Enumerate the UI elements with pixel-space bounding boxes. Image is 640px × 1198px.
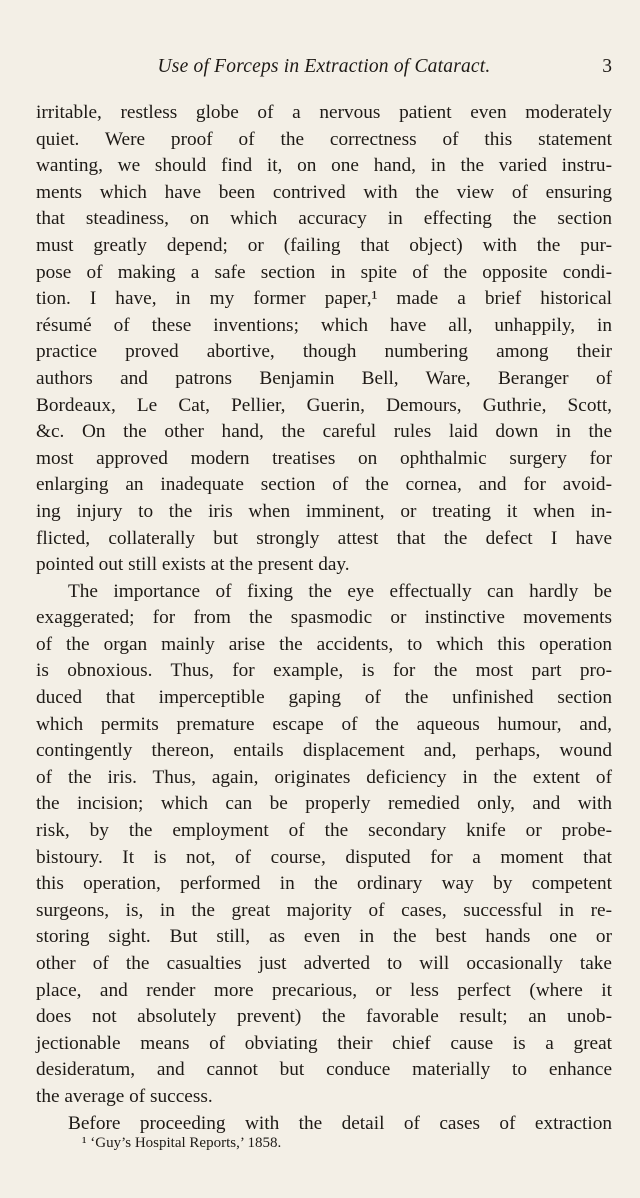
paragraph-end-line: the average of success. [36,1085,213,1107]
text-line: this operation, performed in the ordinary way by competent [36,873,612,895]
text-line: exaggerated; for from the spasmodic or instinctive movements [36,607,612,629]
text-line: surgeons, is, in the great majority of cases, successful in re- [36,899,612,921]
text-line: contingently thereon, entails displacement and, perhaps, wound [36,740,612,762]
text-line: of the iris. Thus, again, originates deficiency in the extent of [36,766,612,788]
text-line: bistoury. It is not, of course, disputed for a moment that [36,846,612,868]
running-title: Use of Forceps in Extraction of Cataract. [157,56,491,77]
text-line: the incision; which can be properly remedied only, and with [36,793,612,815]
text-line: of the organ mainly arise the accidents, to which this operation [36,633,612,655]
text-line: which permits premature escape of the aqueous humour, and, [36,713,612,735]
text-line: résumé of these inventions; which have all, unhappily, in [36,314,612,336]
text-line: pose of making a safe section in spite of the opposite condi- [36,261,612,283]
text-line: authors and patrons Benjamin Bell, Ware, Beranger of [36,367,612,389]
text-line: most approved modern treatises on ophthalmic surgery for [36,447,612,469]
text-line: duced that imperceptible gaping of the unfinished section [36,687,612,709]
text-line: wanting, we should find it, on one hand, in the varied instru- [36,155,612,177]
paragraph-end-line: pointed out still exists at the present day. [36,554,350,576]
text-line: enlarging an inadequate section of the cornea, and for avoid- [36,474,612,496]
text-line: Bordeaux, Le Cat, Pellier, Guerin, Demours, Guthrie, Scott, [36,394,612,416]
text-line: &c. On the other hand, the careful rules laid down in the [36,421,612,443]
text-line: jectionable means of obviating their chief cause is a great [36,1032,612,1054]
paragraph-start-line: The importance of fixing the eye effectually can hardly be [68,580,612,602]
footnote: ¹ ‘Guy’s Hospital Reports,’ 1858. [82,1135,282,1151]
body-text [36,100,612,1137]
text-line: that steadiness, on which accuracy in effecting the section [36,208,612,230]
page-header [36,56,612,82]
text-line: storing sight. But still, as even in the best hands one or [36,926,612,948]
page-number: 3 [602,56,612,77]
paragraph-start-line: Before proceeding with the detail of cases of extraction [68,1112,612,1134]
text-line: must greatly depend; or (failing that object) with the pur- [36,234,612,256]
text-line: ments which have been contrived with the view of ensuring [36,181,612,203]
text-line: quiet. Were proof of the correctness of this statement [36,128,612,150]
text-line: other of the casualties just adverted to will occasionally take [36,953,612,974]
text-line: irritable, restless globe of a nervous patient even moderately [36,102,612,123]
text-line: does not absolutely prevent) the favorable result; an unob- [36,1006,612,1028]
text-line: risk, by the employment of the secondary knife or probe- [36,820,612,842]
text-line: is obnoxious. Thus, for example, is for the most part pro- [36,660,612,682]
text-line: flicted, collaterally but strongly attest that the defect I have [36,527,612,549]
text-line: tion. I have, in my former paper,¹ made a brief historical [36,288,612,310]
text-line: ing injury to the iris when imminent, or treating it when in- [36,500,612,522]
text-line: place, and render more precarious, or less perfect (where it [36,979,612,1001]
text-line: desideratum, and cannot but conduce materially to enhance [36,1059,612,1081]
text-line: practice proved abortive, though numbering among their [36,341,612,363]
